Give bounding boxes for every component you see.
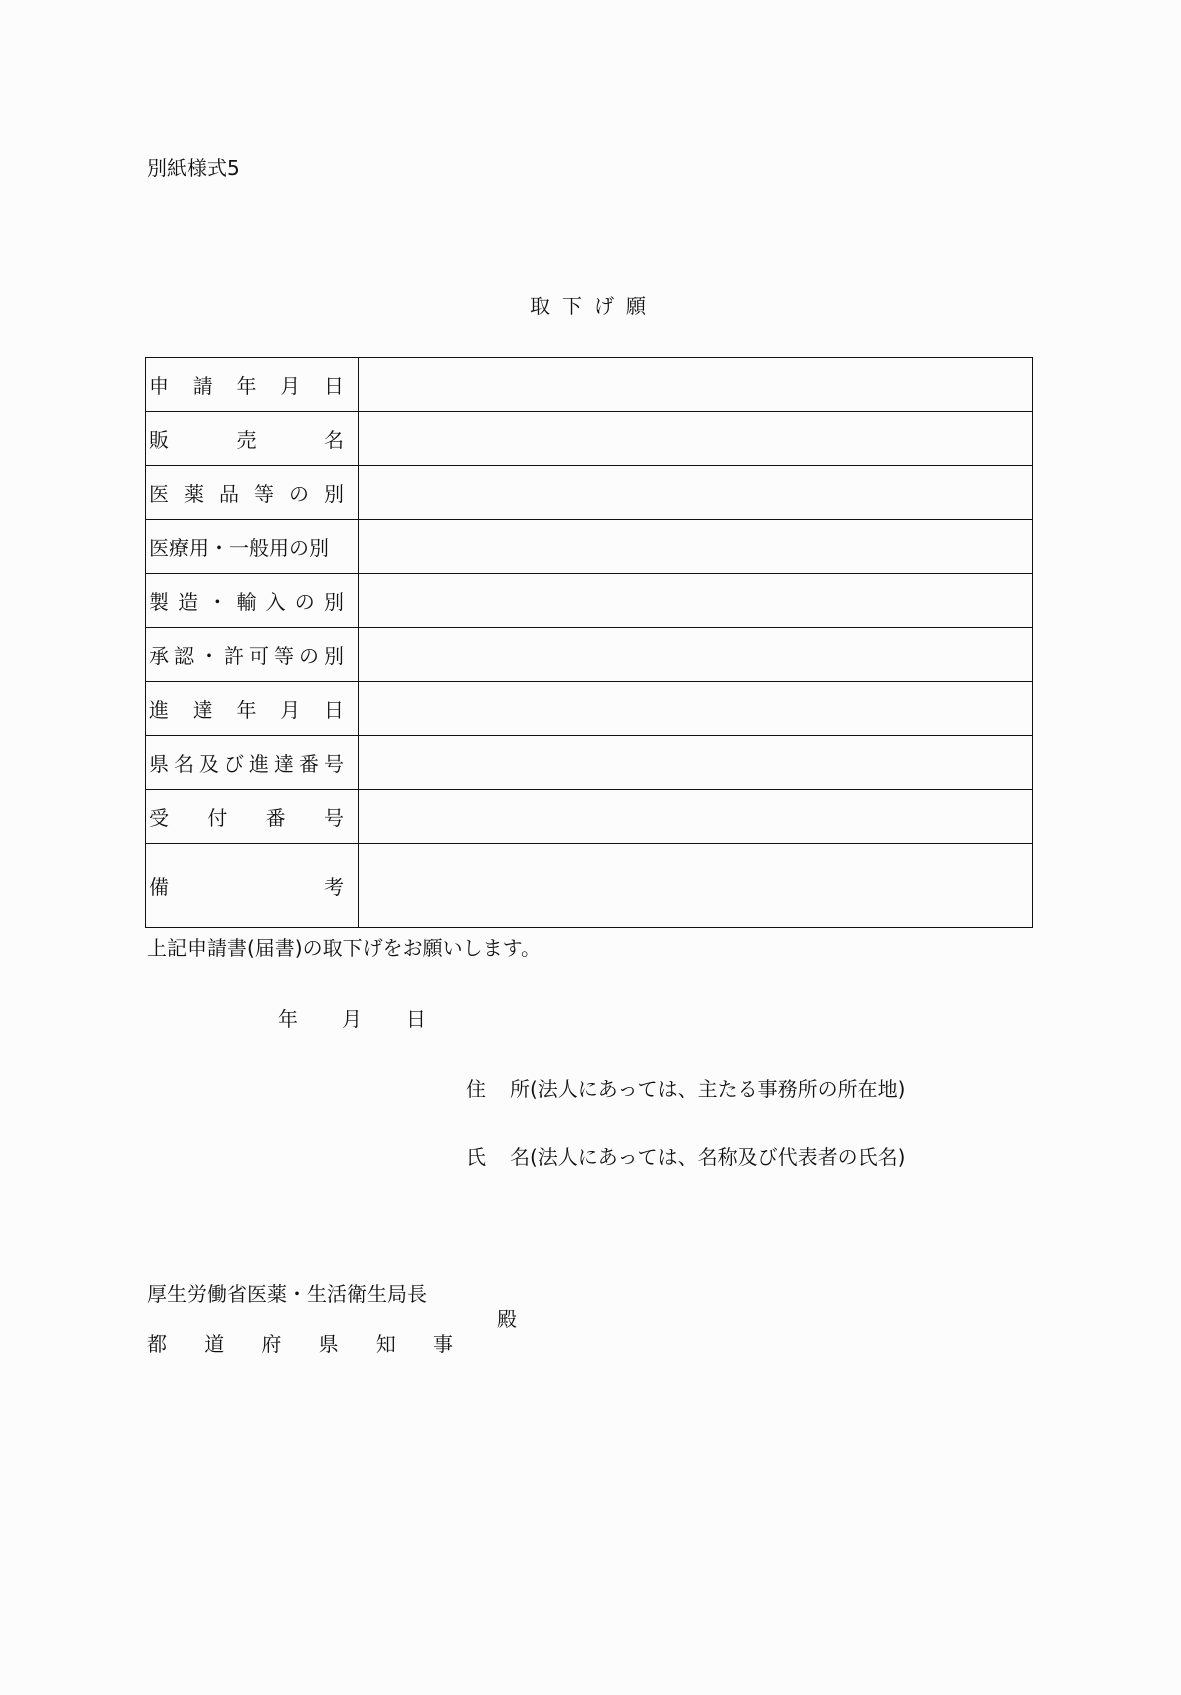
label-char: 月 (280, 698, 301, 722)
row-value-field[interactable] (359, 844, 1033, 928)
label-char: 県 (149, 752, 169, 776)
name-field[interactable] (466, 1141, 905, 1170)
date-month-field[interactable]: 月 (342, 1007, 362, 1031)
label-char: 進 (249, 752, 269, 776)
label-char: 名 (324, 428, 344, 452)
recipient-char: 事 (432, 1332, 453, 1356)
label-char: 輸 (236, 590, 257, 614)
form-id-label: 別紙様式5 (147, 156, 240, 180)
label-char: 等 (274, 644, 294, 668)
row-label (146, 736, 359, 790)
label-char: 号 (324, 752, 344, 776)
recipient-ministry: 厚生労働省医薬・生活衛生局長 (147, 1282, 427, 1306)
address-label: 住 (466, 1077, 486, 1101)
label-char: の (294, 590, 315, 614)
row-label (146, 358, 359, 412)
label-char: び (224, 752, 244, 776)
row-value-field[interactable] (359, 682, 1033, 736)
label-char: 達 (274, 752, 294, 776)
recipient-char: 都 (147, 1332, 167, 1356)
table-row (146, 574, 1033, 628)
label-char: 認 (174, 644, 194, 668)
table-row (146, 358, 1033, 412)
label-char: 備 (149, 875, 169, 899)
label-char: 薬 (184, 482, 204, 506)
table-row (146, 412, 1033, 466)
label-char: 付 (207, 806, 228, 830)
label-char: 及 (199, 752, 219, 776)
label-char: 可 (249, 644, 269, 668)
label-char: 名 (174, 752, 194, 776)
date-year-field[interactable]: 年 (278, 1007, 298, 1031)
label-char: 売 (236, 428, 257, 452)
label-char: 申 (149, 374, 169, 398)
label-char: 進 (149, 698, 169, 722)
label-char: の (289, 482, 309, 506)
label-char: 医 (149, 482, 169, 506)
label-char: の (299, 644, 319, 668)
label-char: 日 (324, 698, 344, 722)
recipient-char: 県 (318, 1332, 339, 1356)
row-value-field[interactable] (359, 358, 1033, 412)
name-text: 名(法人にあっては、名称及び代表者の氏名) (510, 1145, 906, 1169)
label-char: 製 (149, 590, 169, 614)
label-char: 等 (254, 482, 274, 506)
label-char: 番 (299, 752, 319, 776)
row-label (146, 790, 359, 844)
label-char: 許 (224, 644, 244, 668)
recipient-char: 府 (261, 1332, 282, 1356)
label-char: 医療用・一般用の別 (149, 536, 329, 560)
label-char: 請 (192, 374, 213, 398)
label-char: 月 (280, 374, 301, 398)
request-statement: 上記申請書(届書)の取下げをお願いします。 (147, 936, 542, 960)
label-char: 受 (149, 806, 169, 830)
label-char: 番 (265, 806, 286, 830)
table-row (146, 790, 1033, 844)
label-char: 販 (149, 428, 169, 452)
row-label (146, 844, 359, 928)
row-label (146, 412, 359, 466)
recipient-governor (147, 1328, 453, 1357)
label-char: 別 (324, 482, 344, 506)
honorific: 殿 (497, 1307, 517, 1331)
row-value-field[interactable] (359, 466, 1033, 520)
address-field[interactable] (466, 1073, 905, 1102)
label-char: 別 (324, 644, 344, 668)
date-line (278, 1003, 470, 1032)
label-char: 品 (219, 482, 239, 506)
label-char: ・ (207, 590, 228, 614)
recipient-char: 道 (204, 1332, 225, 1356)
row-value-field[interactable] (359, 574, 1033, 628)
address-text: 所(法人にあっては、主たる事務所の所在地) (510, 1077, 906, 1101)
row-value-field[interactable] (359, 790, 1033, 844)
table-row (146, 844, 1033, 928)
date-day-field[interactable]: 日 (406, 1007, 426, 1031)
table-row (146, 628, 1033, 682)
label-char: 日 (324, 374, 344, 398)
recipient-char: 知 (375, 1332, 396, 1356)
row-label (146, 466, 359, 520)
row-value-field[interactable] (359, 736, 1033, 790)
document-title: 取下げ願 (530, 294, 658, 318)
row-label (146, 520, 359, 574)
row-label (146, 574, 359, 628)
label-char: 年 (236, 698, 257, 722)
table-row (146, 736, 1033, 790)
application-table (145, 357, 1033, 928)
label-char: 年 (236, 374, 257, 398)
row-value-field[interactable] (359, 628, 1033, 682)
label-char: 入 (265, 590, 286, 614)
row-label (146, 682, 359, 736)
table-row (146, 520, 1033, 574)
table-row (146, 466, 1033, 520)
row-value-field[interactable] (359, 412, 1033, 466)
label-char: 造 (178, 590, 199, 614)
row-value-field[interactable] (359, 520, 1033, 574)
table-row (146, 682, 1033, 736)
row-label (146, 628, 359, 682)
label-char: 別 (323, 590, 344, 614)
label-char: 承 (149, 644, 169, 668)
label-char: 達 (192, 698, 213, 722)
label-char: 考 (324, 875, 344, 899)
name-label: 氏 (466, 1145, 486, 1169)
label-char: 号 (323, 806, 344, 830)
label-char: ・ (199, 644, 219, 668)
